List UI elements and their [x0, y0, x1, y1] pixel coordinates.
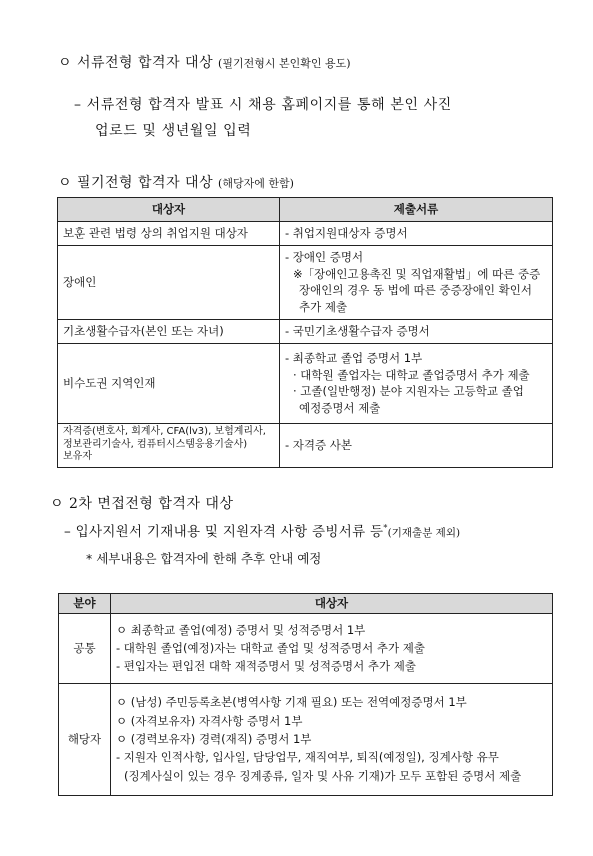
field-cell: 공통	[59, 613, 111, 683]
document-note-line: · 대학원 졸업자는 대학교 졸업증명서 추가 제출	[293, 367, 530, 382]
section2-heading	[58, 172, 294, 192]
document-note-line: ※「장애인고용촉진 및 직업재활법」에 따른 중증	[293, 266, 541, 281]
document-line: - 최종학교 졸업 증명서 1부	[285, 350, 423, 365]
section3-item	[64, 520, 460, 540]
documents-cell	[280, 319, 553, 343]
section3-item-text: – 입사지원서 기재내용 및 지원자격 사항 증빙서류 등	[64, 524, 384, 540]
section3-heading: ㅇ 2차 면접전형 합격자 대상	[50, 496, 234, 512]
document-line: - 장애인 증명서	[285, 249, 364, 264]
target-line: ㅇ (남성) 주민등록초본(병역사항 기재 필요) 또는 전역예정증명서 1부	[116, 695, 467, 710]
target-cell	[111, 683, 553, 795]
documents-cell	[280, 245, 553, 319]
section1-item-line2: 업로드 및 생년월일 입력	[95, 123, 252, 139]
target-cell: 장애인	[58, 245, 280, 319]
target-line: ㅇ 최종학교 졸업(예정) 증명서 및 성적증명서 1부	[116, 622, 366, 637]
document-note-line: 추가 제출	[299, 299, 348, 314]
target-cell: 비수도권 지역인재	[58, 343, 280, 423]
table-row	[58, 245, 553, 319]
section1-heading-note: (필기전형시 본인확인 용도)	[218, 57, 351, 70]
table-row	[58, 319, 553, 343]
target-line: - 지원자 인적사항, 입사일, 담당업무, 재직여부, 퇴직(예정일), 징계사항 유무	[116, 750, 499, 765]
table-row	[59, 683, 553, 795]
document-line: - 국민기초생활수급자 증명서	[285, 323, 430, 338]
table-header-row	[58, 198, 553, 222]
interview-documents-table	[58, 593, 553, 796]
documents-cell	[280, 221, 553, 245]
target-line: 보유자	[63, 451, 92, 463]
document-note-line: 예정증명서 제출	[299, 400, 381, 415]
column-header-target: 대상자	[58, 198, 280, 222]
table-row	[58, 423, 553, 467]
section1-heading-text: ㅇ 서류전형 합격자 대상	[58, 55, 214, 71]
section1-item-line1: – 서류전형 합격자 발표 시 채용 홈페이지를 통해 본인 사진	[74, 97, 452, 113]
table-row	[58, 343, 553, 423]
section2-heading-note: (해당자에 한함)	[218, 177, 294, 190]
column-header-field: 분야	[59, 594, 111, 614]
documents-cell	[280, 423, 553, 467]
table-header-row	[59, 594, 553, 614]
section3-item-footnote-mark: *	[383, 523, 388, 533]
document-line: - 자격증 사본	[285, 437, 353, 452]
target-cell	[111, 613, 553, 683]
table-row	[58, 221, 553, 245]
document-note-line: · 고졸(일반행정) 분야 지원자는 고등학교 졸업	[293, 384, 524, 399]
target-cell	[58, 423, 280, 467]
target-line: ㅇ (경력보유자) 경력(재직) 증명서 1부	[116, 731, 312, 746]
section3-footnote: * 세부내용은 합격자에 한해 추후 안내 예정	[86, 551, 322, 566]
column-header-documents: 제출서류	[280, 198, 553, 222]
target-line: ㅇ (자격보유자) 자격사항 증명서 1부	[116, 713, 303, 728]
table-row	[59, 613, 553, 683]
required-documents-table	[57, 197, 553, 468]
target-line: - 대학원 졸업(예정)자는 대학교 졸업 및 성적증명서 추가 제출	[116, 640, 425, 655]
target-cell: 기초생활수급자(본인 또는 자녀)	[58, 319, 280, 343]
target-line: - 편입자는 편입전 대학 재적증명서 및 성적증명서 추가 제출	[116, 659, 417, 674]
document-line: - 취업지원대상자 증명서	[285, 225, 408, 240]
documents-cell	[280, 343, 553, 423]
target-line: (징계사실이 있는 경우 징계종류, 일자 및 사유 기재)가 모두 포함된 증명서 제출	[124, 768, 522, 783]
target-cell: 보훈 관련 법령 상의 취업지원 대상자	[58, 221, 280, 245]
document-note-line: 장애인의 경우 동 법에 따른 중증장애인 확인서	[299, 283, 533, 298]
field-cell: 해당자	[59, 683, 111, 795]
section3-item-note: (기재출분 제외)	[387, 527, 461, 539]
section2-heading-text: ㅇ 필기전형 합격자 대상	[58, 175, 214, 191]
target-line: 정보관리기술사, 컴퓨터시스템응용기술사)	[63, 438, 248, 450]
target-line: 자격증(변호사, 회계사, CFA(lv3), 보험계리사,	[63, 426, 266, 438]
column-header-target: 대상자	[111, 594, 553, 614]
section1-heading	[58, 52, 351, 72]
